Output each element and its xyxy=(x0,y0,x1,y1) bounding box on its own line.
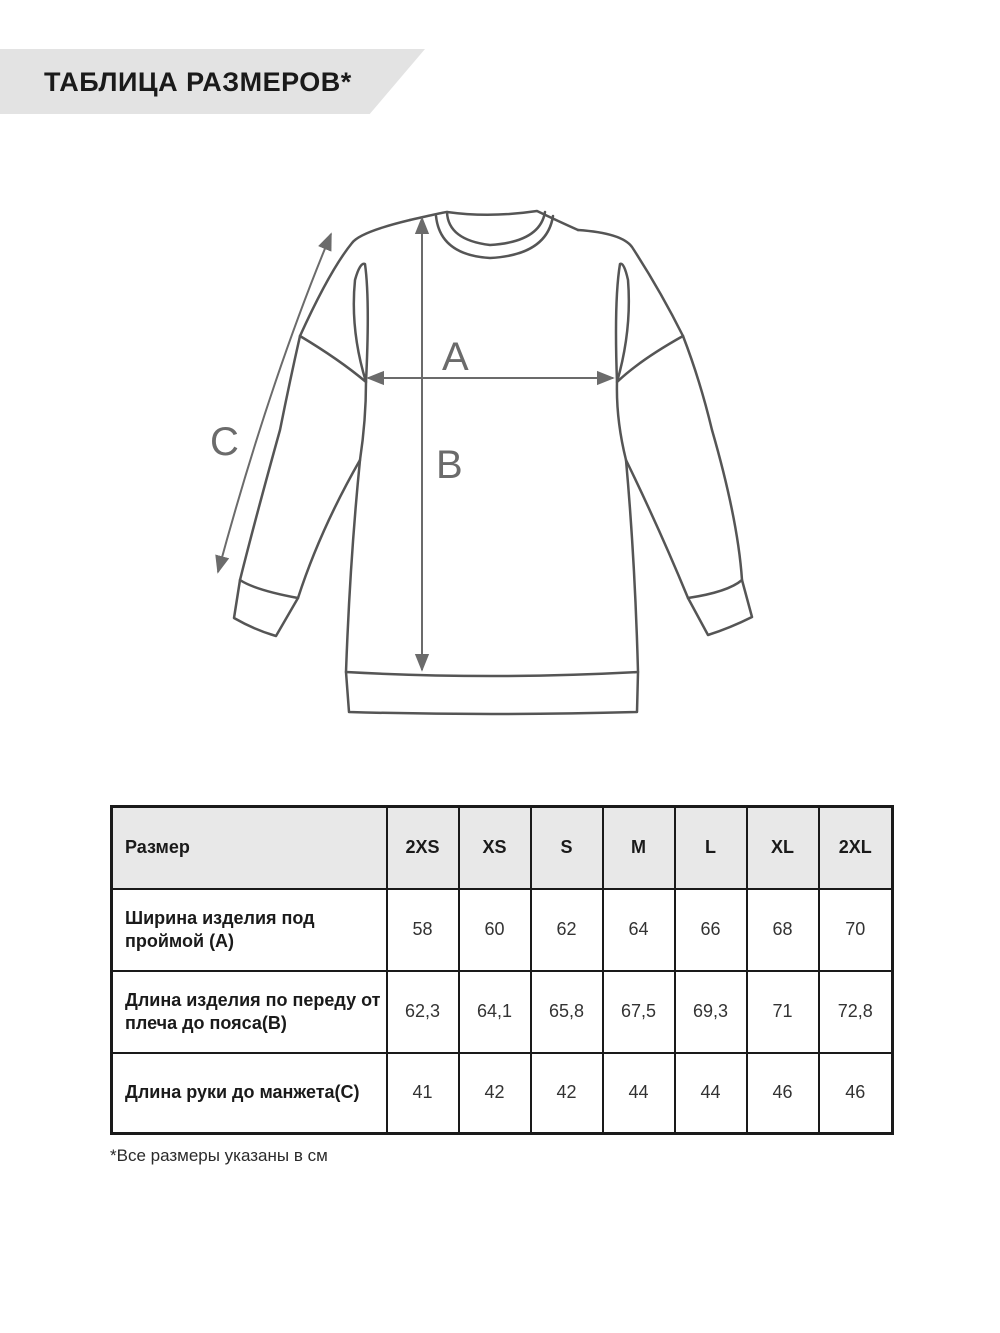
table-cell: 44 xyxy=(603,1053,675,1134)
table-cell: 44 xyxy=(675,1053,747,1134)
row-label: Длина руки до манжета(C) xyxy=(112,1053,387,1134)
left-cuff xyxy=(234,580,298,636)
size-col-header: 2XL xyxy=(819,807,893,889)
table-row xyxy=(112,889,893,971)
table-cell: 67,5 xyxy=(603,971,675,1053)
table-cell: 72,8 xyxy=(819,971,893,1053)
footnote: *Все размеры указаны в см xyxy=(110,1146,328,1165)
collar-rib xyxy=(447,212,545,245)
label-b: B xyxy=(436,443,463,487)
size-col-header: S xyxy=(531,807,603,889)
right-cuff xyxy=(688,580,752,635)
hem-band xyxy=(346,672,638,714)
size-col-header: 2XS xyxy=(387,807,459,889)
table-cell: 62,3 xyxy=(387,971,459,1053)
table-cell: 60 xyxy=(459,889,531,971)
table-row xyxy=(112,1053,893,1134)
table-cell: 65,8 xyxy=(531,971,603,1053)
label-a: A xyxy=(442,335,469,379)
table-cell: 46 xyxy=(819,1053,893,1134)
size-col-header: M xyxy=(603,807,675,889)
label-c: C xyxy=(210,420,239,464)
table-cell: 71 xyxy=(747,971,819,1053)
size-col-header: XL xyxy=(747,807,819,889)
measure-c-arrow xyxy=(218,234,331,572)
table-cell: 42 xyxy=(459,1053,531,1134)
table-cell: 64 xyxy=(603,889,675,971)
table-cell: 70 xyxy=(819,889,893,971)
size-table xyxy=(110,805,894,1135)
table-cell: 68 xyxy=(747,889,819,971)
body-right-outline xyxy=(578,230,742,580)
row-label: Ширина изделия под проймой (A) xyxy=(112,889,387,971)
size-header-label: Размер xyxy=(112,807,387,889)
table-cell: 62 xyxy=(531,889,603,971)
table-cell: 41 xyxy=(387,1053,459,1134)
size-col-header: L xyxy=(675,807,747,889)
table-cell: 69,3 xyxy=(675,971,747,1053)
sweatshirt-diagram xyxy=(0,180,1000,740)
table-cell: 66 xyxy=(675,889,747,971)
table-row xyxy=(112,971,893,1053)
page-title: ТАБЛИЦА РАЗМЕРОВ* xyxy=(44,67,352,97)
row-label: Длина изделия по переду от плеча до пояса(B) xyxy=(112,971,387,1053)
table-header-row xyxy=(112,807,893,889)
table-cell: 42 xyxy=(531,1053,603,1134)
table-cell: 58 xyxy=(387,889,459,971)
size-col-header: XS xyxy=(459,807,531,889)
table-cell: 46 xyxy=(747,1053,819,1134)
table-cell: 64,1 xyxy=(459,971,531,1053)
